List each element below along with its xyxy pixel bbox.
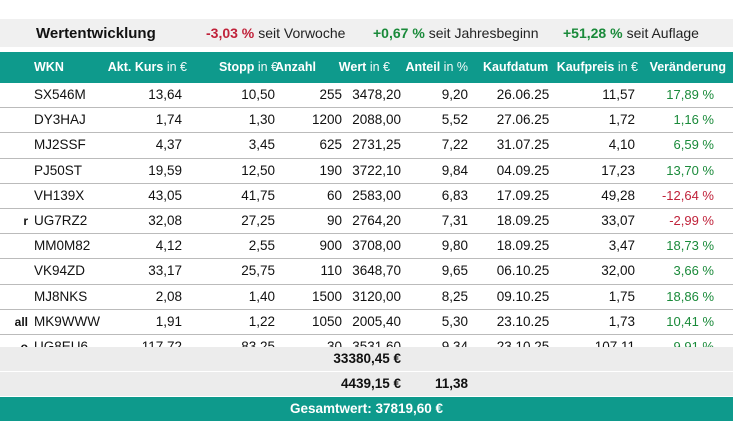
table-row [0,285,733,310]
row-wert: 3478,20 [352,87,401,102]
row-kaufpreis: 3,47 [608,238,635,254]
row-kaufdatum: 23.10.25 [496,313,550,329]
row-anteil: 9,84 [441,162,468,178]
row-kaufpreis: 1,72 [608,112,635,128]
row-kaufdatum: 06.10.25 [496,263,550,279]
row-veraenderung: 6,59 % [673,137,714,153]
row-wert: 3708,00 [352,238,401,254]
table-header [0,52,733,83]
row-stopp: 41,75 [241,187,275,203]
header-veraenderung: Veränderung [649,60,726,74]
row-veraenderung: -12,64 % [661,187,714,203]
header-kurs-label: Akt. Kurs [107,60,164,74]
row-name: r [23,213,28,228]
row-anteil: 9,80 [441,238,468,254]
perf-year-value: +0,67 % [373,25,425,41]
row-kurs: 4,12 [155,238,182,254]
row-wkn: UG7RZ2 [34,212,88,228]
row-name [0,133,28,157]
table-body [0,83,733,360]
perf-year [373,25,539,41]
cash-row [0,372,733,396]
row-anzahl: 90 [326,212,342,228]
row-kaufpreis: 17,23 [601,162,635,178]
row-kaufpreis: 32,00 [601,263,635,279]
row-kurs: 33,17 [148,263,182,279]
row-wert: 3722,10 [352,162,401,178]
row-kaufdatum: 18.09.25 [496,238,550,254]
header-anteil-label: Anteil [405,60,441,74]
total-value-bar: Gesamtwert: 37819,60 € [0,397,733,421]
row-kaufpreis: 49,28 [601,187,635,203]
row-anteil: 7,31 [441,212,468,228]
row-kaufpreis: 4,10 [608,137,635,153]
row-veraenderung: 3,66 % [673,263,714,279]
row-veraenderung: 1,16 % [673,112,714,128]
header-anteil-unit: in % [443,60,468,74]
performance-title: Wertentwicklung [36,24,156,42]
row-wkn: MM0M82 [34,238,91,254]
row-wkn: MK9WWW [34,313,100,329]
header-kaufpreis-unit: in € [617,60,638,74]
row-kaufdatum: 31.07.25 [496,137,550,153]
row-anteil: 9,20 [441,87,468,102]
row-anzahl: 190 [319,162,342,178]
row-anteil: 5,52 [441,112,468,128]
perf-inception-value: +51,28 % [563,25,623,41]
row-wkn: MJ8NKS [34,288,88,304]
row-kaufdatum: 09.10.25 [496,288,550,304]
perf-inception [563,25,699,41]
depot-value: 33380,45 € [333,351,401,366]
row-wert: 3648,70 [352,263,401,279]
row-veraenderung: 17,89 % [666,87,714,102]
cash-value: 4439,15 € [340,376,401,391]
header-wert-label: Wert [338,60,367,74]
header-kaufdatum: Kaufdatum [483,60,549,74]
row-kaufpreis: 1,75 [608,288,635,304]
row-wkn: MJ2SSF [34,137,86,153]
row-anzahl: 60 [326,187,342,203]
header-anteil [405,52,468,83]
header-stopp-unit: in € [257,60,278,74]
header-kurs [108,52,187,83]
perf-year-label: seit Jahresbeginn [428,25,539,41]
row-kaufdatum: 18.09.25 [496,212,550,228]
row-veraenderung: 18,86 % [666,288,714,304]
row-kaufpreis: 33,07 [601,212,635,228]
depot-sum-row [0,347,733,371]
row-anzahl: 110 [320,263,342,279]
row-stopp: 12,50 [241,162,275,178]
perf-week-label: seit Vorwoche [258,25,346,41]
row-anzahl: 255 [319,87,342,102]
header-kaufpreis [557,52,638,83]
table-row [0,159,733,184]
row-wkn: VH139X [34,187,85,203]
header-wkn: WKN [34,60,64,74]
row-name [0,285,28,309]
row-anteil: 5,30 [441,313,468,329]
row-stopp: 3,45 [248,137,275,153]
row-name: all [14,314,28,329]
row-kurs: 19,59 [148,162,182,178]
table-row [0,108,733,133]
table-row [0,234,733,259]
row-kurs: 43,05 [148,187,182,203]
row-stopp: 27,25 [241,212,275,228]
row-stopp: 10,50 [241,87,275,102]
row-wert: 2731,25 [352,137,401,153]
row-stopp: 1,22 [248,313,275,329]
row-anzahl: 900 [319,238,342,254]
row-kurs: 2,08 [155,288,182,304]
header-kurs-unit: in € [166,60,187,74]
header-wert [339,52,390,83]
table-row [0,209,733,234]
cash-share: 11,38 [434,376,468,391]
header-stopp [219,52,278,83]
row-anzahl: 1500 [311,288,342,304]
row-kurs: 1,74 [155,112,182,128]
row-wkn: VK94ZD [34,263,86,279]
performance-summary-bar [0,19,733,47]
row-wert: 3120,00 [352,288,401,304]
row-wkn: PJ50ST [34,162,83,178]
row-anteil: 9,65 [441,263,468,279]
row-veraenderung: 13,70 % [666,162,714,178]
row-kurs: 32,08 [148,212,182,228]
row-stopp: 1,30 [248,112,275,128]
row-wert: 2005,40 [352,313,401,329]
row-wkn: DY3HAJ [34,112,86,128]
table-row [0,133,733,158]
row-stopp: 1,40 [248,288,275,304]
table-row [0,184,733,209]
table-row [0,310,733,335]
row-wert: 2088,00 [352,112,401,128]
row-name [0,83,28,107]
row-kaufdatum: 26.06.25 [496,87,550,102]
row-name [0,184,28,208]
row-anzahl: 1050 [311,313,342,329]
row-anteil: 8,25 [441,288,468,304]
row-name [0,108,28,132]
header-stopp-label: Stopp [218,60,255,74]
row-anteil: 6,83 [441,187,468,203]
row-kurs: 1,91 [155,313,182,329]
row-name [0,259,28,283]
header-kaufpreis-label: Kaufpreis [556,60,615,74]
row-kurs: 4,37 [155,137,182,153]
row-kurs: 13,64 [148,87,182,102]
row-anteil: 7,22 [441,137,468,153]
row-veraenderung: -2,99 % [669,212,714,228]
table-row [0,83,733,108]
table-row [0,259,733,284]
row-kaufpreis: 1,73 [608,313,635,329]
row-anzahl: 1200 [311,112,342,128]
row-stopp: 25,75 [241,263,275,279]
row-wert: 2764,20 [352,212,401,228]
row-kaufpreis: 11,57 [602,87,635,102]
header-anzahl: Anzahl [275,60,316,74]
perf-inception-label: seit Auflage [626,25,699,41]
row-wert: 2583,00 [352,187,401,203]
row-name [0,234,28,258]
row-veraenderung: 10,41 % [666,313,714,329]
row-stopp: 2,55 [248,238,275,254]
row-anzahl: 625 [319,137,342,153]
perf-week-value: -3,03 % [206,25,255,41]
row-veraenderung: 18,73 % [666,238,714,254]
row-kaufdatum: 17.09.25 [496,187,550,203]
header-wert-unit: in € [369,60,390,74]
perf-week [206,25,345,41]
row-name [0,159,28,183]
row-kaufdatum: 27.06.25 [496,112,550,128]
row-kaufdatum: 04.09.25 [496,162,550,178]
row-wkn: SX546M [34,87,86,102]
